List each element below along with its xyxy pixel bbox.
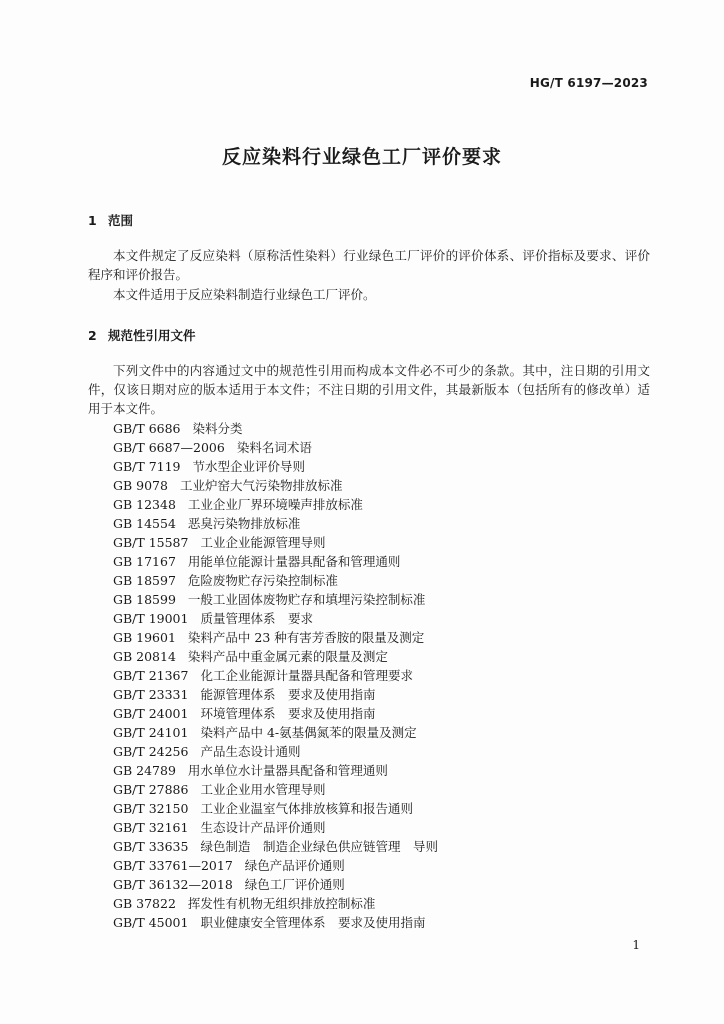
reference-title: 一般工业固体废物贮存和填埋污染控制标准 — [187, 592, 426, 607]
reference-title: 绿色制造 制造企业绿色供应链管理 导则 — [200, 839, 438, 854]
normative-references-intro: 下列文件中的内容通过文中的规范性引用而构成本文件必不可少的条款。其中，注日期的引用文件，仅该日期对应的版本适用于本文件；不注日期的引用文件，其最新版本（包括所有的修改单）适用于本文件。 — [88, 363, 650, 416]
reference-code: GB/T 19001 — [113, 611, 189, 626]
reference-code: GB/T 45001 — [113, 915, 189, 930]
reference-item — [113, 666, 438, 685]
reference-title: 挥发性有机物无组织排放控制标准 — [187, 896, 376, 911]
reference-code: GB 14554 — [113, 516, 176, 531]
reference-item — [113, 647, 438, 666]
reference-title: 染料产品中重金属元素的限量及测定 — [187, 649, 388, 664]
reference-code: GB 12348 — [113, 497, 176, 512]
reference-code: GB/T 7119 — [113, 459, 181, 474]
reference-title: 节水型企业评价导则 — [192, 459, 306, 474]
reference-title: 工业企业温室气体排放核算和报告通则 — [200, 801, 413, 816]
section-2-title: 规范性引用文件 — [108, 328, 196, 343]
reference-item — [113, 742, 438, 761]
reference-code: GB/T 15587 — [113, 535, 189, 550]
reference-code: GB/T 36132—2018 — [113, 877, 233, 892]
reference-item — [113, 704, 438, 723]
reference-title: 产品生态设计通则 — [200, 744, 301, 759]
reference-item — [113, 837, 438, 856]
reference-item — [113, 457, 438, 476]
reference-code: GB/T 6686 — [113, 421, 181, 436]
reference-code: GB 19601 — [113, 630, 176, 645]
reference-item — [113, 856, 438, 875]
reference-item — [113, 533, 438, 552]
scope-paragraph-2: 本文件适用于反应染料制造行业绿色工厂评价。 — [113, 287, 376, 302]
section-1-number: 1 — [88, 213, 97, 228]
reference-code: GB/T 33761—2017 — [113, 858, 233, 873]
reference-code: GB/T 27886 — [113, 782, 189, 797]
reference-item — [113, 894, 438, 913]
reference-title: 环境管理体系 要求及使用指南 — [200, 706, 376, 721]
reference-code: GB/T 21367 — [113, 668, 189, 683]
scope-paragraph-1: 本文件规定了反应染料（原称活性染料）行业绿色工厂评价的评价体系、评价指标及要求、评价程序和评价报告。 — [88, 248, 650, 282]
reference-title: 染料分类 — [192, 421, 243, 436]
reference-item — [113, 495, 438, 514]
reference-title: 用能单位能源计量器具配备和管理通则 — [187, 554, 401, 569]
reference-code: GB 24789 — [113, 763, 176, 778]
reference-title: 染料名词术语 — [236, 440, 312, 455]
reference-item — [113, 514, 438, 533]
reference-code: GB/T 24101 — [113, 725, 189, 740]
reference-item — [113, 438, 438, 457]
reference-title: 危险废物贮存污染控制标准 — [187, 573, 338, 588]
reference-code: GB/T 32161 — [113, 820, 189, 835]
reference-item — [113, 609, 438, 628]
section-1-title: 范围 — [108, 213, 134, 228]
reference-item — [113, 628, 438, 647]
reference-title: 职业健康安全管理体系 要求及使用指南 — [200, 915, 426, 930]
reference-title: 工业企业厂界环境噪声排放标准 — [187, 497, 363, 512]
reference-title: 工业炉窑大气污染物排放标准 — [179, 478, 343, 493]
reference-item — [113, 761, 438, 780]
reference-code: GB 17167 — [113, 554, 176, 569]
reference-title: 工业企业能源管理导则 — [200, 535, 326, 550]
reference-title: 染料产品中 4-氨基偶氮苯的限量及测定 — [200, 725, 417, 740]
reference-code: GB/T 32150 — [113, 801, 189, 816]
section-2-number: 2 — [88, 328, 97, 343]
reference-title: 用水单位水计量器具配备和管理通则 — [187, 763, 388, 778]
reference-code: GB/T 23331 — [113, 687, 189, 702]
reference-item — [113, 552, 438, 571]
reference-item — [113, 685, 438, 704]
reference-code: GB 20814 — [113, 649, 176, 664]
reference-item — [113, 780, 438, 799]
reference-item — [113, 723, 438, 742]
reference-list — [113, 419, 438, 932]
reference-code: GB/T 6687—2006 — [113, 440, 225, 455]
reference-title: 工业企业用水管理导则 — [200, 782, 326, 797]
reference-code: GB 9078 — [113, 478, 168, 493]
reference-title: 生态设计产品评价通则 — [200, 820, 326, 835]
reference-item — [113, 799, 438, 818]
reference-code: GB 18597 — [113, 573, 176, 588]
section-2-heading — [88, 326, 196, 344]
reference-title: 染料产品中 23 种有害芳香胺的限量及测定 — [187, 630, 425, 645]
reference-title: 绿色产品评价通则 — [244, 858, 345, 873]
reference-item — [113, 476, 438, 495]
reference-title: 绿色工厂评价通则 — [244, 877, 345, 892]
reference-item — [113, 875, 438, 894]
reference-code: GB/T 24001 — [113, 706, 189, 721]
reference-item — [113, 913, 438, 932]
reference-code: GB/T 24256 — [113, 744, 189, 759]
reference-title: 能源管理体系 要求及使用指南 — [200, 687, 376, 702]
reference-code: GB/T 33635 — [113, 839, 189, 854]
reference-item — [113, 818, 438, 837]
section-1-heading — [88, 211, 133, 229]
standard-code: HG/T 6197—2023 — [529, 76, 648, 90]
reference-item — [113, 571, 438, 590]
reference-title: 化工企业能源计量器具配备和管理要求 — [200, 668, 413, 683]
reference-title: 质量管理体系 要求 — [200, 611, 313, 626]
reference-code: GB 37822 — [113, 896, 176, 911]
document-title: 反应染料行业绿色工厂评价要求 — [221, 146, 502, 168]
reference-code: GB 18599 — [113, 592, 176, 607]
page-number: 1 — [632, 938, 640, 952]
reference-item — [113, 590, 438, 609]
reference-item — [113, 419, 438, 438]
reference-title: 恶臭污染物排放标准 — [187, 516, 301, 531]
